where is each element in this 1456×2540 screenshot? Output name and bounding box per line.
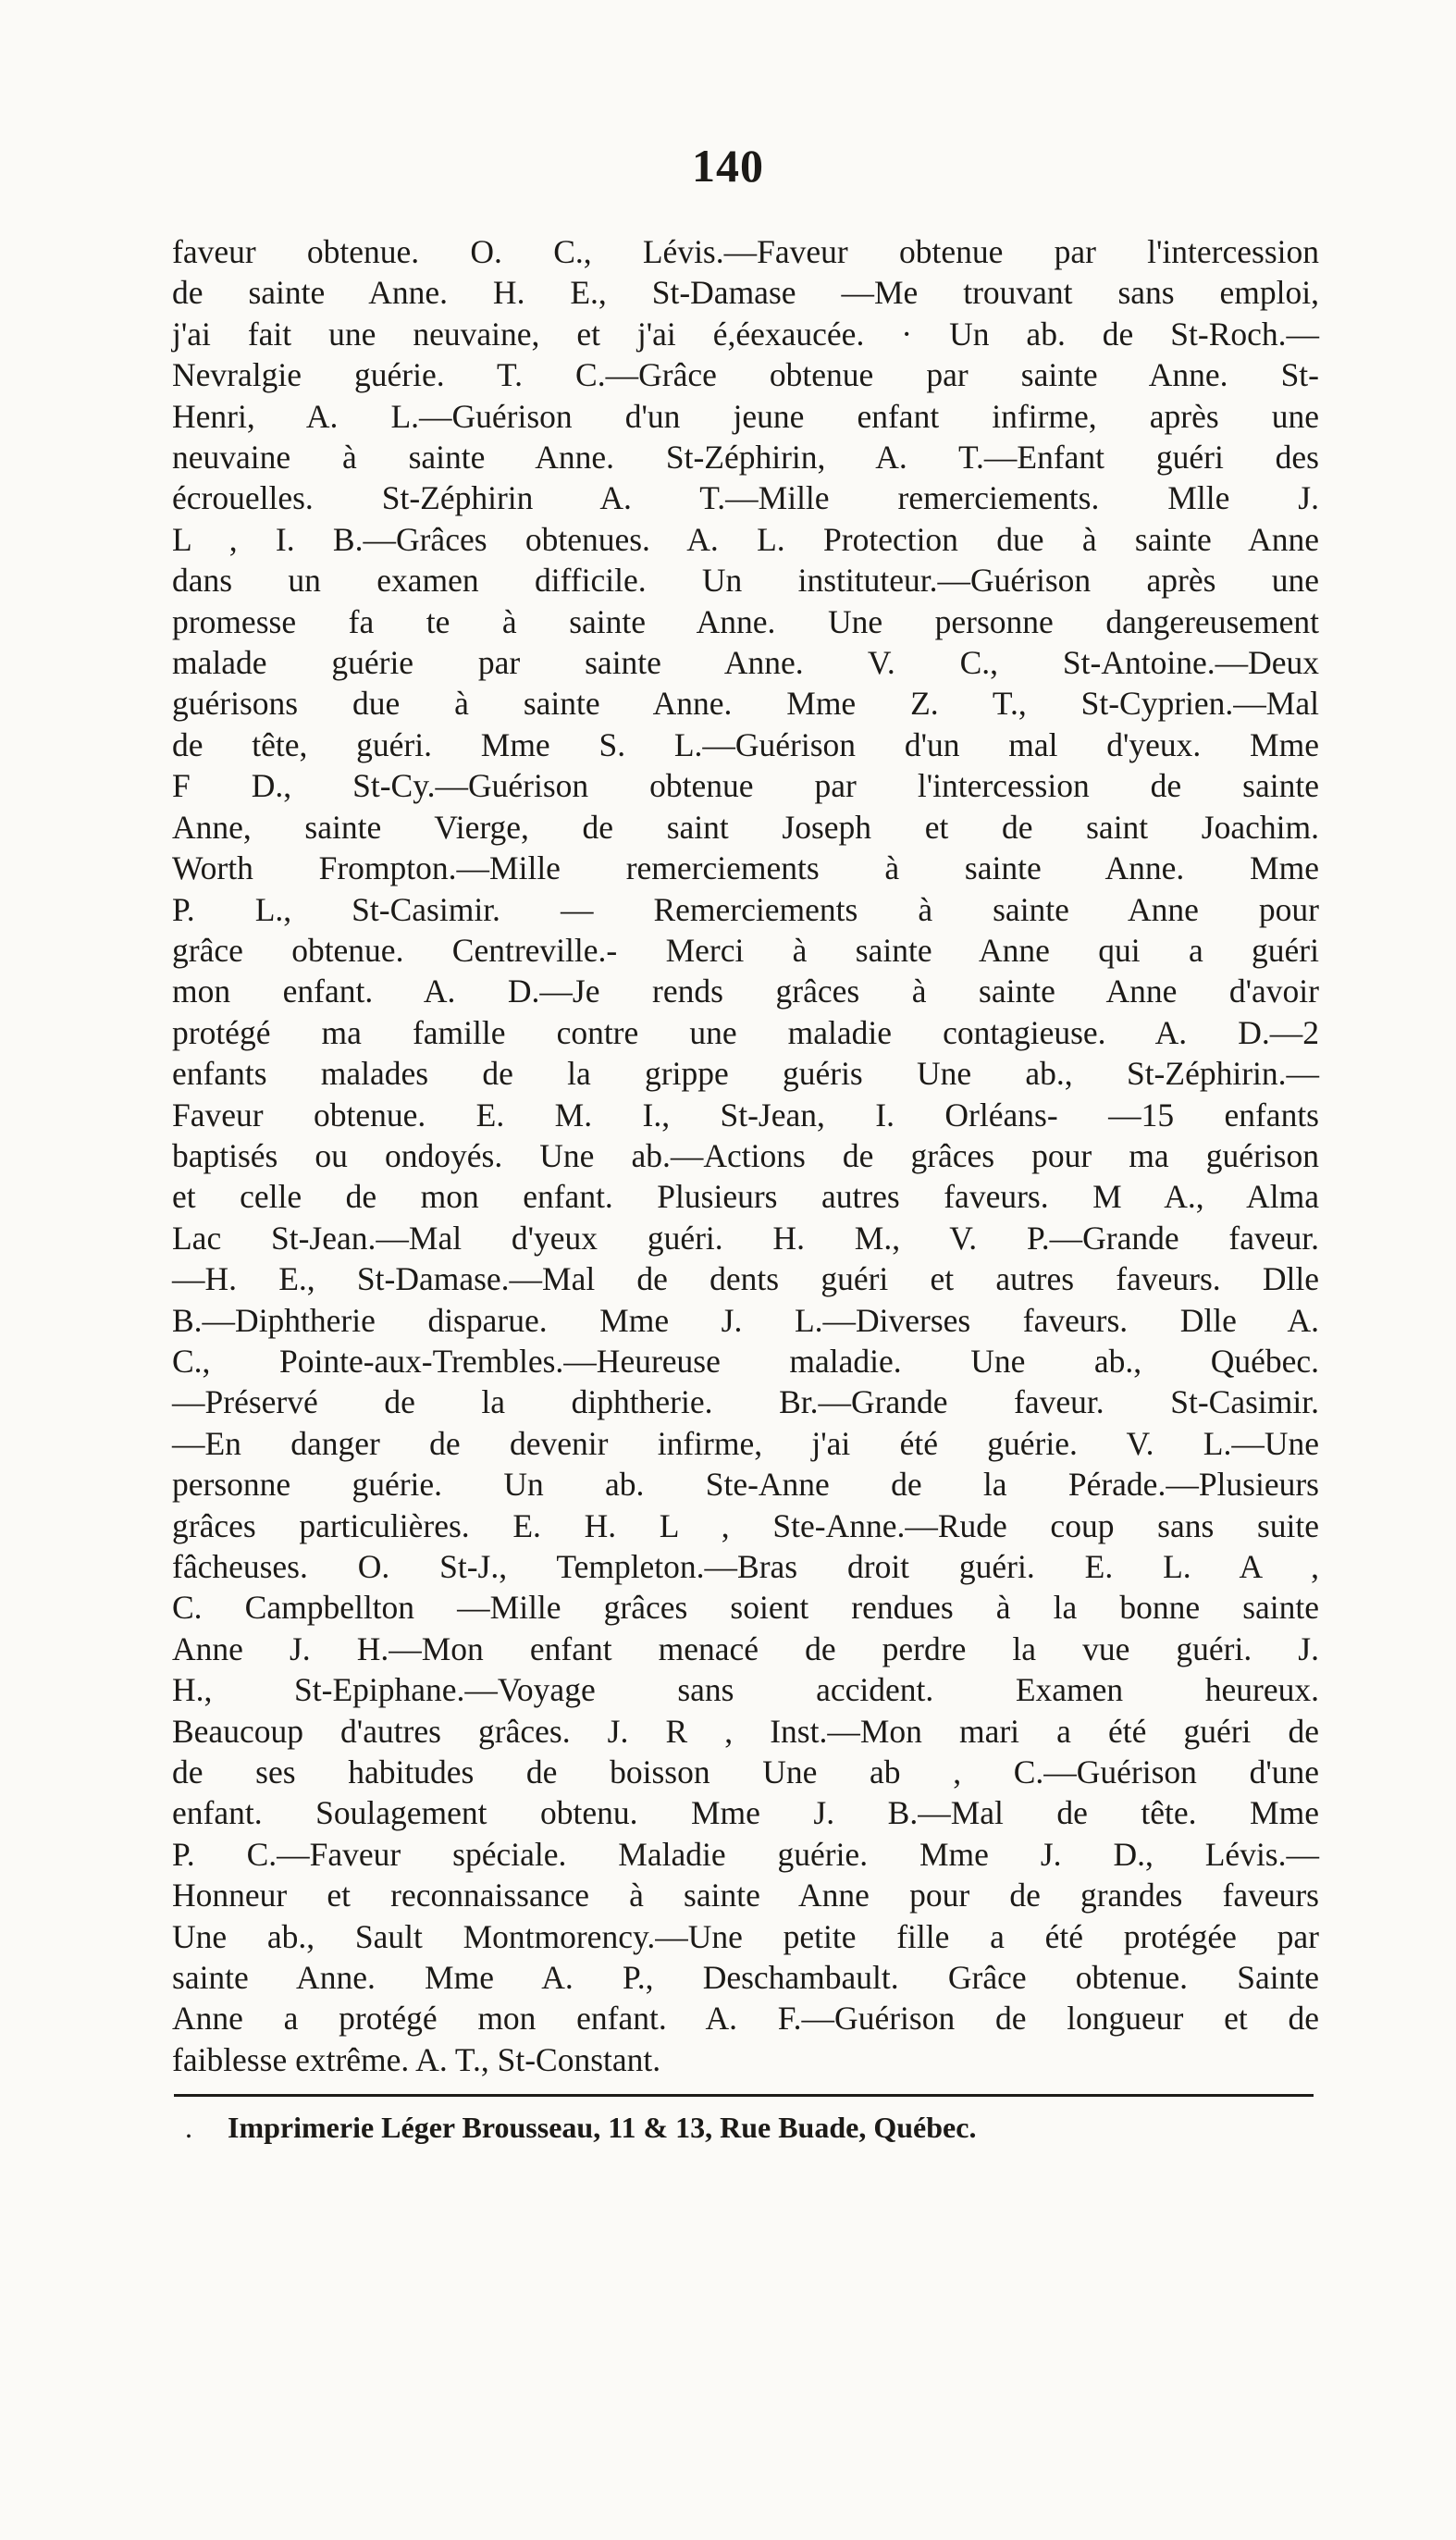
text-line: B.—Diphtherie disparue. Mme J. L.—Diverses faveurs. Dlle A. bbox=[172, 1301, 1319, 1339]
text-line: personne guérie. Un ab. Ste-Anne de la Pérade.—Plusieurs bbox=[172, 1466, 1319, 1504]
text-line: Lac St-Jean.—Mal d'yeux guéri. H. M., V. P.—Grande faveur. bbox=[172, 1219, 1319, 1257]
text-line: —H. E., St-Damase.—Mal de dents guéri et autres faveurs. Dlle bbox=[172, 1260, 1319, 1298]
text-line: j'ai fait une neuvaine, et j'ai é,éexaucée. · Un ab. de St-Roch.— bbox=[172, 315, 1319, 353]
text-line: Une ab., Sault Montmorency.—Une petite fille a été protégée par bbox=[172, 1917, 1319, 1955]
text-line: —Préservé de la diphtherie. Br.—Grande faveur. St-Casimir. bbox=[172, 1383, 1319, 1421]
text-line: Anne a protégé mon enfant. A. F.—Guérison de longueur et de bbox=[172, 2000, 1319, 2038]
text-line: sainte Anne. Mme A. P., Deschambault. Grâce obtenue. Sainte bbox=[172, 1959, 1319, 1997]
text-line: Beaucoup d'autres grâces. J. R , Inst.—Mon mari a été guéri de bbox=[172, 1712, 1319, 1750]
imprint-text: Imprimerie Léger Brousseau, 11 & 13, Rue Buade, Québec. bbox=[228, 2111, 977, 2144]
text-line: faveur obtenue. O. C., Lévis.—Faveur obtenue par l'intercession bbox=[172, 233, 1319, 270]
body-text bbox=[172, 231, 1319, 2080]
text-line: L , I. B.—Grâces obtenues. A. L. Protection due à sainte Anne bbox=[172, 520, 1319, 558]
text-line: grâces particulières. E. H. L , Ste-Anne.—Rude coup sans suite bbox=[172, 1506, 1319, 1544]
text-line: H., St-Epiphane.—Voyage sans accident. Examen heureux. bbox=[172, 1671, 1319, 1709]
text-line: malade guérie par sainte Anne. V. C., St-Antoine.—Deux bbox=[172, 644, 1319, 682]
text-line: Honneur et reconnaissance à sainte Anne pour de grandes faveurs bbox=[172, 1877, 1319, 1914]
text-line: enfant. Soulagement obtenu. Mme J. B.—Mal de tête. Mme bbox=[172, 1794, 1319, 1832]
text-line: de ses habitudes de boisson Une ab , C.—Guérison d'une bbox=[172, 1753, 1319, 1791]
text-line: écrouelles. St-Zéphirin A. T.—Mille remerciements. Mlle J. bbox=[172, 479, 1319, 517]
text-line: Henri, A. L.—Guérison d'un jeune enfant infirme, après une bbox=[172, 397, 1319, 435]
text-line: fâcheuses. O. St-J., Templeton.—Bras droit guéri. E. L. A , bbox=[172, 1548, 1319, 1585]
text-line: promesse fa te à sainte Anne. Une personne dangereusement bbox=[172, 602, 1319, 640]
text-line: faiblesse extrême. A. T., St-Constant. bbox=[172, 2040, 661, 2078]
text-line: guérisons due à sainte Anne. Mme Z. T., St-Cyprien.—Mal bbox=[172, 685, 1319, 723]
imprint-marker: . bbox=[185, 2111, 192, 2144]
text-line: F D., St-Cy.—Guérison obtenue par l'intercession de sainte bbox=[172, 767, 1319, 805]
text-line: protégé ma famille contre une maladie contagieuse. A. D.—2 bbox=[172, 1013, 1319, 1051]
text-line: Anne, sainte Vierge, de saint Joseph et de saint Joachim. bbox=[172, 808, 1319, 846]
text-line: et celle de mon enfant. Plusieurs autres faveurs. M A., Alma bbox=[172, 1178, 1319, 1216]
text-line: P. C.—Faveur spéciale. Maladie guérie. Mme J. D., Lévis.— bbox=[172, 1835, 1319, 1873]
text-line: Worth Frompton.—Mille remerciements à sainte Anne. Mme bbox=[172, 849, 1319, 887]
footer-rule bbox=[174, 2094, 1314, 2097]
text-line: Anne J. H.—Mon enfant menacé de perdre la vue guéri. J. bbox=[172, 1629, 1319, 1667]
text-line: enfants malades de la grippe guéris Une ab., St-Zéphirin.— bbox=[172, 1055, 1319, 1093]
text-line: C. Campbellton —Mille grâces soient rendues à la bonne sainte bbox=[172, 1589, 1319, 1627]
imprint-line bbox=[185, 2111, 1314, 2145]
text-line: baptisés ou ondoyés. Une ab.—Actions de grâces pour ma guérison bbox=[172, 1136, 1319, 1174]
text-line: mon enfant. A. D.—Je rends grâces à sainte Anne d'avoir bbox=[172, 973, 1319, 1010]
text-line: neuvaine à sainte Anne. St-Zéphirin, A. T.—Enfant guéri des bbox=[172, 439, 1319, 477]
text-line: C., Pointe-aux-Trembles.—Heureuse maladie. Une ab., Québec. bbox=[172, 1342, 1319, 1380]
page-number: 140 bbox=[692, 140, 764, 192]
text-line: —En danger de devenir infirme, j'ai été guérie. V. L.—Une bbox=[172, 1424, 1319, 1462]
text-line: de tête, guéri. Mme S. L.—Guérison d'un mal d'yeux. Mme bbox=[172, 725, 1319, 763]
text-line: Faveur obtenue. E. M. I., St-Jean, I. Orléans- —15 enfants bbox=[172, 1096, 1319, 1134]
text-line: de sainte Anne. H. E., St-Damase —Me trouvant sans emploi, bbox=[172, 274, 1319, 312]
text-line: Nevralgie guérie. T. C.—Grâce obtenue par sainte Anne. St- bbox=[172, 356, 1319, 394]
text-line: dans un examen difficile. Un instituteur.—Guérison après une bbox=[172, 562, 1319, 600]
text-line: grâce obtenue. Centreville.- Merci à sainte Anne qui a guéri bbox=[172, 931, 1319, 969]
text-line: P. L., St-Casimir. — Remerciements à sainte Anne pour bbox=[172, 890, 1319, 928]
